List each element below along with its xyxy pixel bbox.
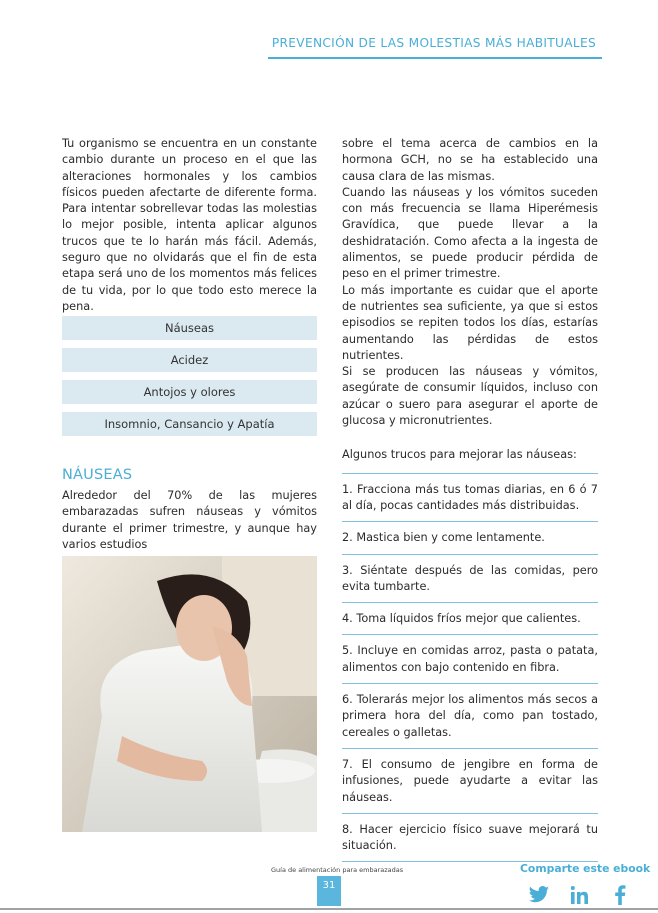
topic-antojos[interactable]: Antojos y olores xyxy=(62,380,317,404)
tip-item: 7. El consumo de jengibre en forma de infusiones, puede ayudarte a evitar las náuseas. xyxy=(342,749,598,814)
linkedin-icon[interactable] xyxy=(571,885,589,905)
share-label: Comparte este ebook xyxy=(520,862,651,875)
tip-item: 5. Incluye en comidas arroz, pasta o patata, alimentos con bajo contenido en fibra. xyxy=(342,635,598,684)
page-header-title: PREVENCIÓN DE LAS MOLESTIAS MÁS HABITUALES xyxy=(271,36,596,50)
pregnant-woman-photo xyxy=(62,556,317,832)
right-paragraph-4: Si se producen las náuseas y vómitos, asegúrate de consumir líquidos, incluso con azúcar o suero para asegurar el aporte de glucosa y micronutrientes. xyxy=(342,365,598,428)
nausea-intro xyxy=(62,488,317,553)
photo-illustration xyxy=(62,556,317,832)
right-paragraph-1: sobre el tema acerca de cambios en la hormona GCH, no se ha establecido una causa clara de las mismas. xyxy=(342,137,598,183)
tip-item: 2. Mastica bien y come lentamente. xyxy=(342,522,598,554)
footer-divider xyxy=(0,908,658,910)
page-number: 31 xyxy=(317,876,341,906)
tips-title: Algunos trucos para mejorar las náuseas: xyxy=(342,448,577,462)
intro-paragraph: Tu organismo se encuentra en un constante cambio durante un proceso en el que las alteraciones hormonales y los cambios físicos pueden afectarte de diferente forma. Para intentar sobrellevar todas las molestias lo mejor posible, intenta aplicar algunos trucos que te lo harán más fácil. Además, seguro que no olvidarás que el fin de esta etapa será uno de los momentos más felices de tu vida, por lo que todo esto merece la pena. xyxy=(62,137,317,313)
right-column xyxy=(342,136,598,862)
nausea-intro-text: Alrededor del 70% de las mujeres embarazadas sufren náuseas y vómitos durante el primer trimestre, y aunque hay varios estudios xyxy=(62,489,317,551)
section-heading-nauseas: NÁUSEAS xyxy=(62,467,133,483)
right-paragraph-2: Cuando las náuseas y los vómitos suceden con más frecuencia se llama Hiperémesis Gravídica, que puede llevar a la deshidratación. Como afecta a la ingesta de alimentos, se puede producir pérdida de peso en el primer trimestre. xyxy=(342,185,598,281)
tip-item: 8. Hacer ejercicio físico suave mejorará tu situación. xyxy=(342,814,598,863)
facebook-icon[interactable] xyxy=(614,885,626,905)
twitter-icon[interactable] xyxy=(528,885,550,905)
tip-item: 6. Tolerarás mejor los alimentos más secos a primera hora del día, como pan tostado, cereales o galletas. xyxy=(342,684,598,749)
topic-acidez[interactable]: Acidez xyxy=(62,348,317,372)
footer-guide-title: Guía de alimentación para embarazadas xyxy=(271,866,404,874)
tip-item: 1. Fracciona más tus tomas diarias, en 6 ó 7 al día, pocas cantidades más distribuidas. xyxy=(342,473,598,523)
tip-item: 4. Toma líquidos fríos mejor que calientes. xyxy=(342,603,598,635)
right-paragraph-3: Lo más importante es cuidar que el aporte de nutrientes sea suficiente, ya que si estos episodios se repiten todos los días, estarías aumentando las pérdidas de estos nutrientes. xyxy=(342,283,598,362)
topic-insomnio[interactable]: Insomnio, Cansancio y Apatía xyxy=(62,412,317,436)
tip-item: 3. Siéntate después de las comidas, pero evita tumbarte. xyxy=(342,555,598,604)
left-column xyxy=(62,136,317,315)
topic-list xyxy=(62,316,317,444)
header-divider xyxy=(268,57,602,59)
tips-list xyxy=(342,473,598,863)
topic-nauseas[interactable]: Náuseas xyxy=(62,316,317,340)
